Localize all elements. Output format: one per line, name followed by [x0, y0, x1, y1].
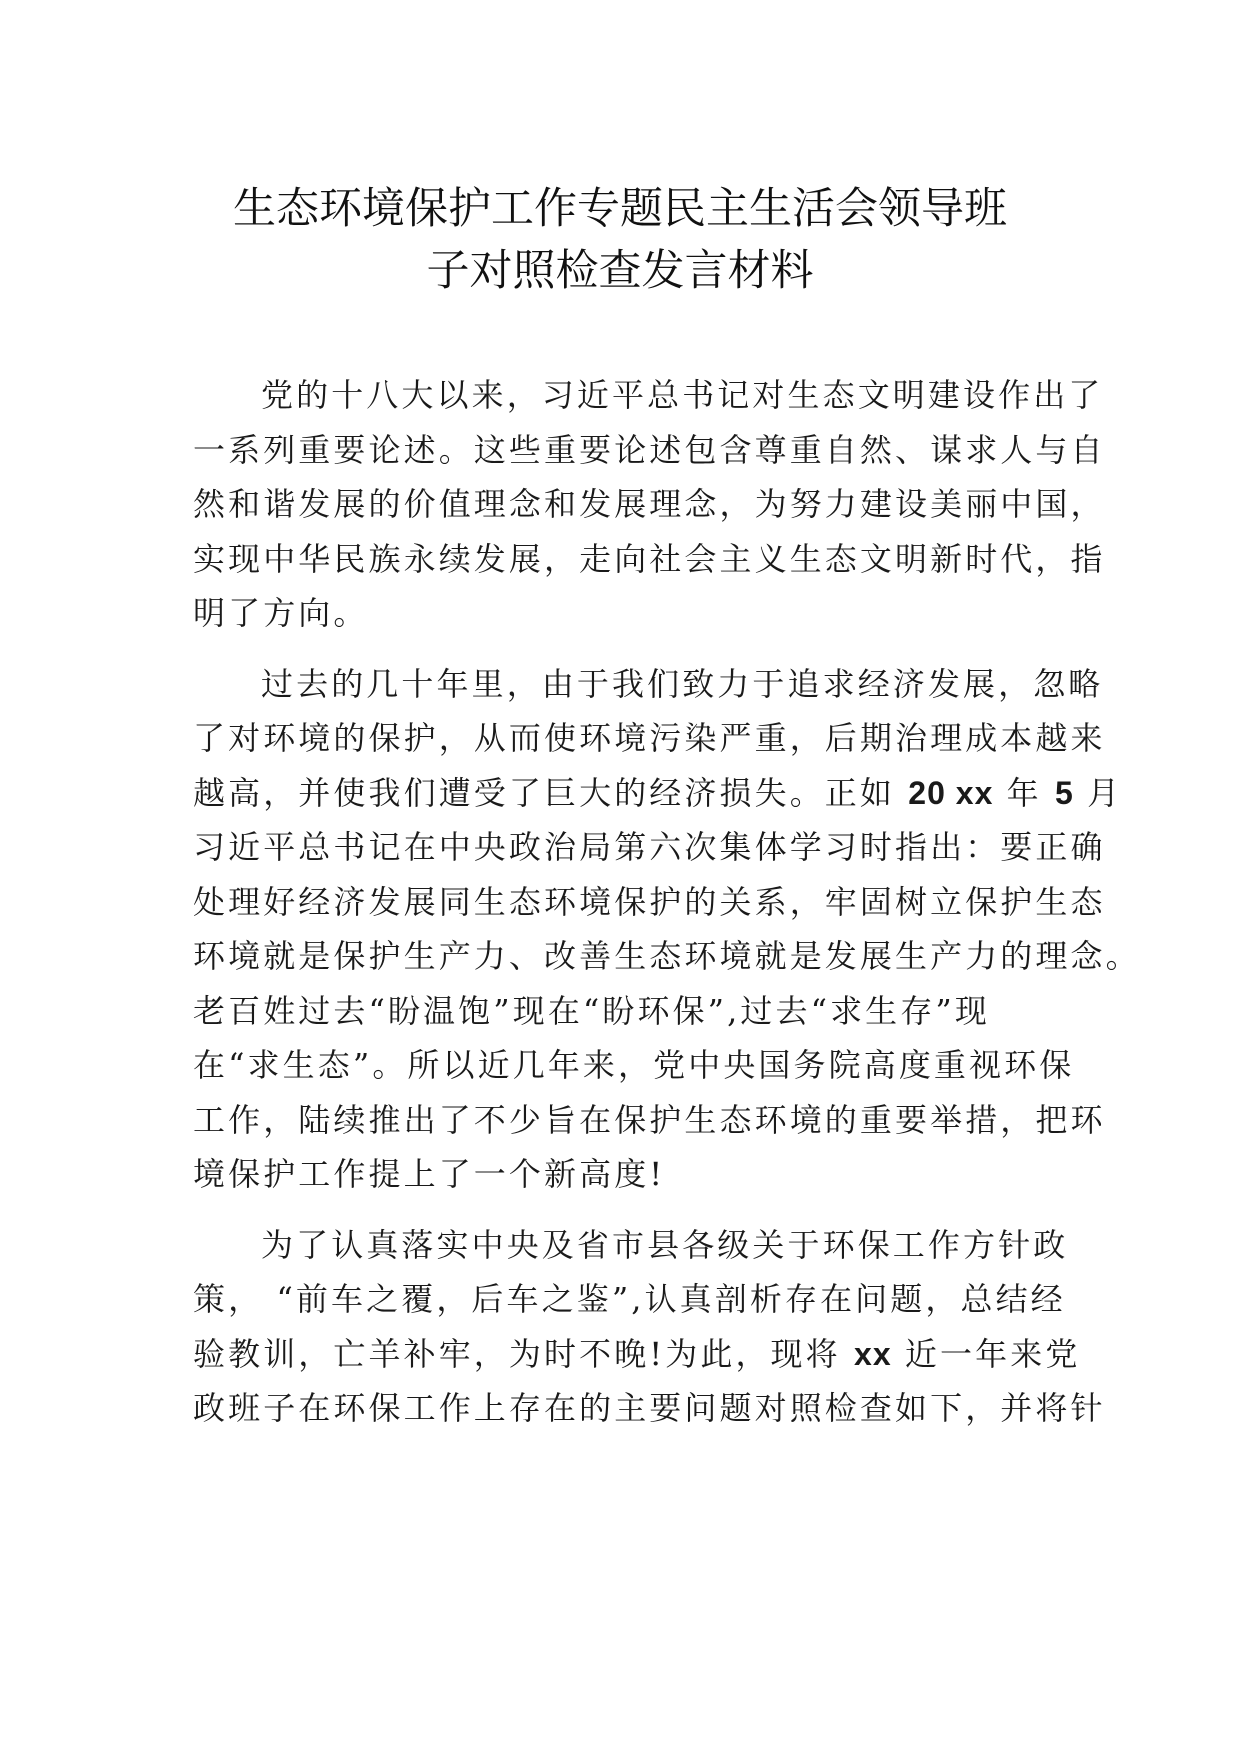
- title-line: 子对照检查发言材料: [426, 246, 814, 296]
- document-body: [193, 368, 1141, 1452]
- text-segment: 近一年来党: [891, 1334, 1081, 1373]
- text-line: 然和谐发展的价值理念和发展理念，为努力建设美丽中国，: [193, 485, 1106, 523]
- text-segment: 越高，并使我们遭受了巨大的经济损失。正如: [193, 773, 909, 812]
- text-line: 习近平总书记在中央政治局第六次集体学习时指出：要正确: [193, 828, 1106, 866]
- text-line: 党的十八大以来，习近平总书记对生态文明建设作出了: [261, 376, 1104, 414]
- paragraph-2: [193, 657, 1141, 1202]
- paragraph-3: [193, 1218, 1106, 1436]
- text-line: 环境就是保护生产力、改善生态环境就是发展生产力的理念。: [193, 937, 1141, 975]
- text-line: 政班子在环保工作上存在的主要问题对照检查如下，并将针: [193, 1389, 1106, 1427]
- text-line: 过去的几十年里，由于我们致力于追求经济发展，忽略: [261, 664, 1104, 703]
- text-line: 实现中华民族永续发展，走向社会主义生态文明新时代，指: [193, 539, 1106, 578]
- text-line: 工作，陆续推出了不少旨在保护生态环境的重要举措，把环: [193, 1100, 1106, 1139]
- text-line: 境保护工作提上了一个新高度!: [193, 1155, 666, 1193]
- title-line: 生态环境保护工作专题民主生活会领导班: [233, 184, 1007, 234]
- text-line: [193, 766, 1123, 821]
- text-line: 了对环境的保护，从而使环境污染严重，后期治理成本越来: [193, 719, 1106, 757]
- paragraph-1: [193, 368, 1106, 641]
- placeholder-xx: xx: [854, 1335, 892, 1372]
- document-title: [180, 178, 1060, 302]
- text-line: 明了方向。: [193, 594, 369, 632]
- text-segment: 验教训，亡羊补牢，为时不晚!为此，现将: [193, 1334, 855, 1373]
- text-line: 策， “前车之覆，后车之鉴”,认真剖析存在问题，总结经: [193, 1280, 1066, 1318]
- text-line: 为了认真落实中央及省市县各级关于环保工作方针政: [261, 1225, 1069, 1264]
- text-line: [193, 1327, 1081, 1382]
- text-line: 在“求生态”。所以近几年来，党中央国务院高度重视环保: [193, 1046, 1075, 1084]
- year-text: 20 xx: [908, 774, 994, 811]
- text-segment: 月: [1073, 773, 1123, 812]
- text-line: 一系列重要论述。这些重要论述包含尊重自然、谋求人与自: [193, 430, 1106, 469]
- month-number: 5: [1055, 774, 1074, 811]
- text-segment: 年: [993, 773, 1056, 812]
- text-line: 老百姓过去“盼温饱”现在“盼环保”,过去“求生存”现: [193, 991, 990, 1030]
- text-line: 处理好经济发展同生态环境保护的关系，牢固树立保护生态: [193, 882, 1106, 921]
